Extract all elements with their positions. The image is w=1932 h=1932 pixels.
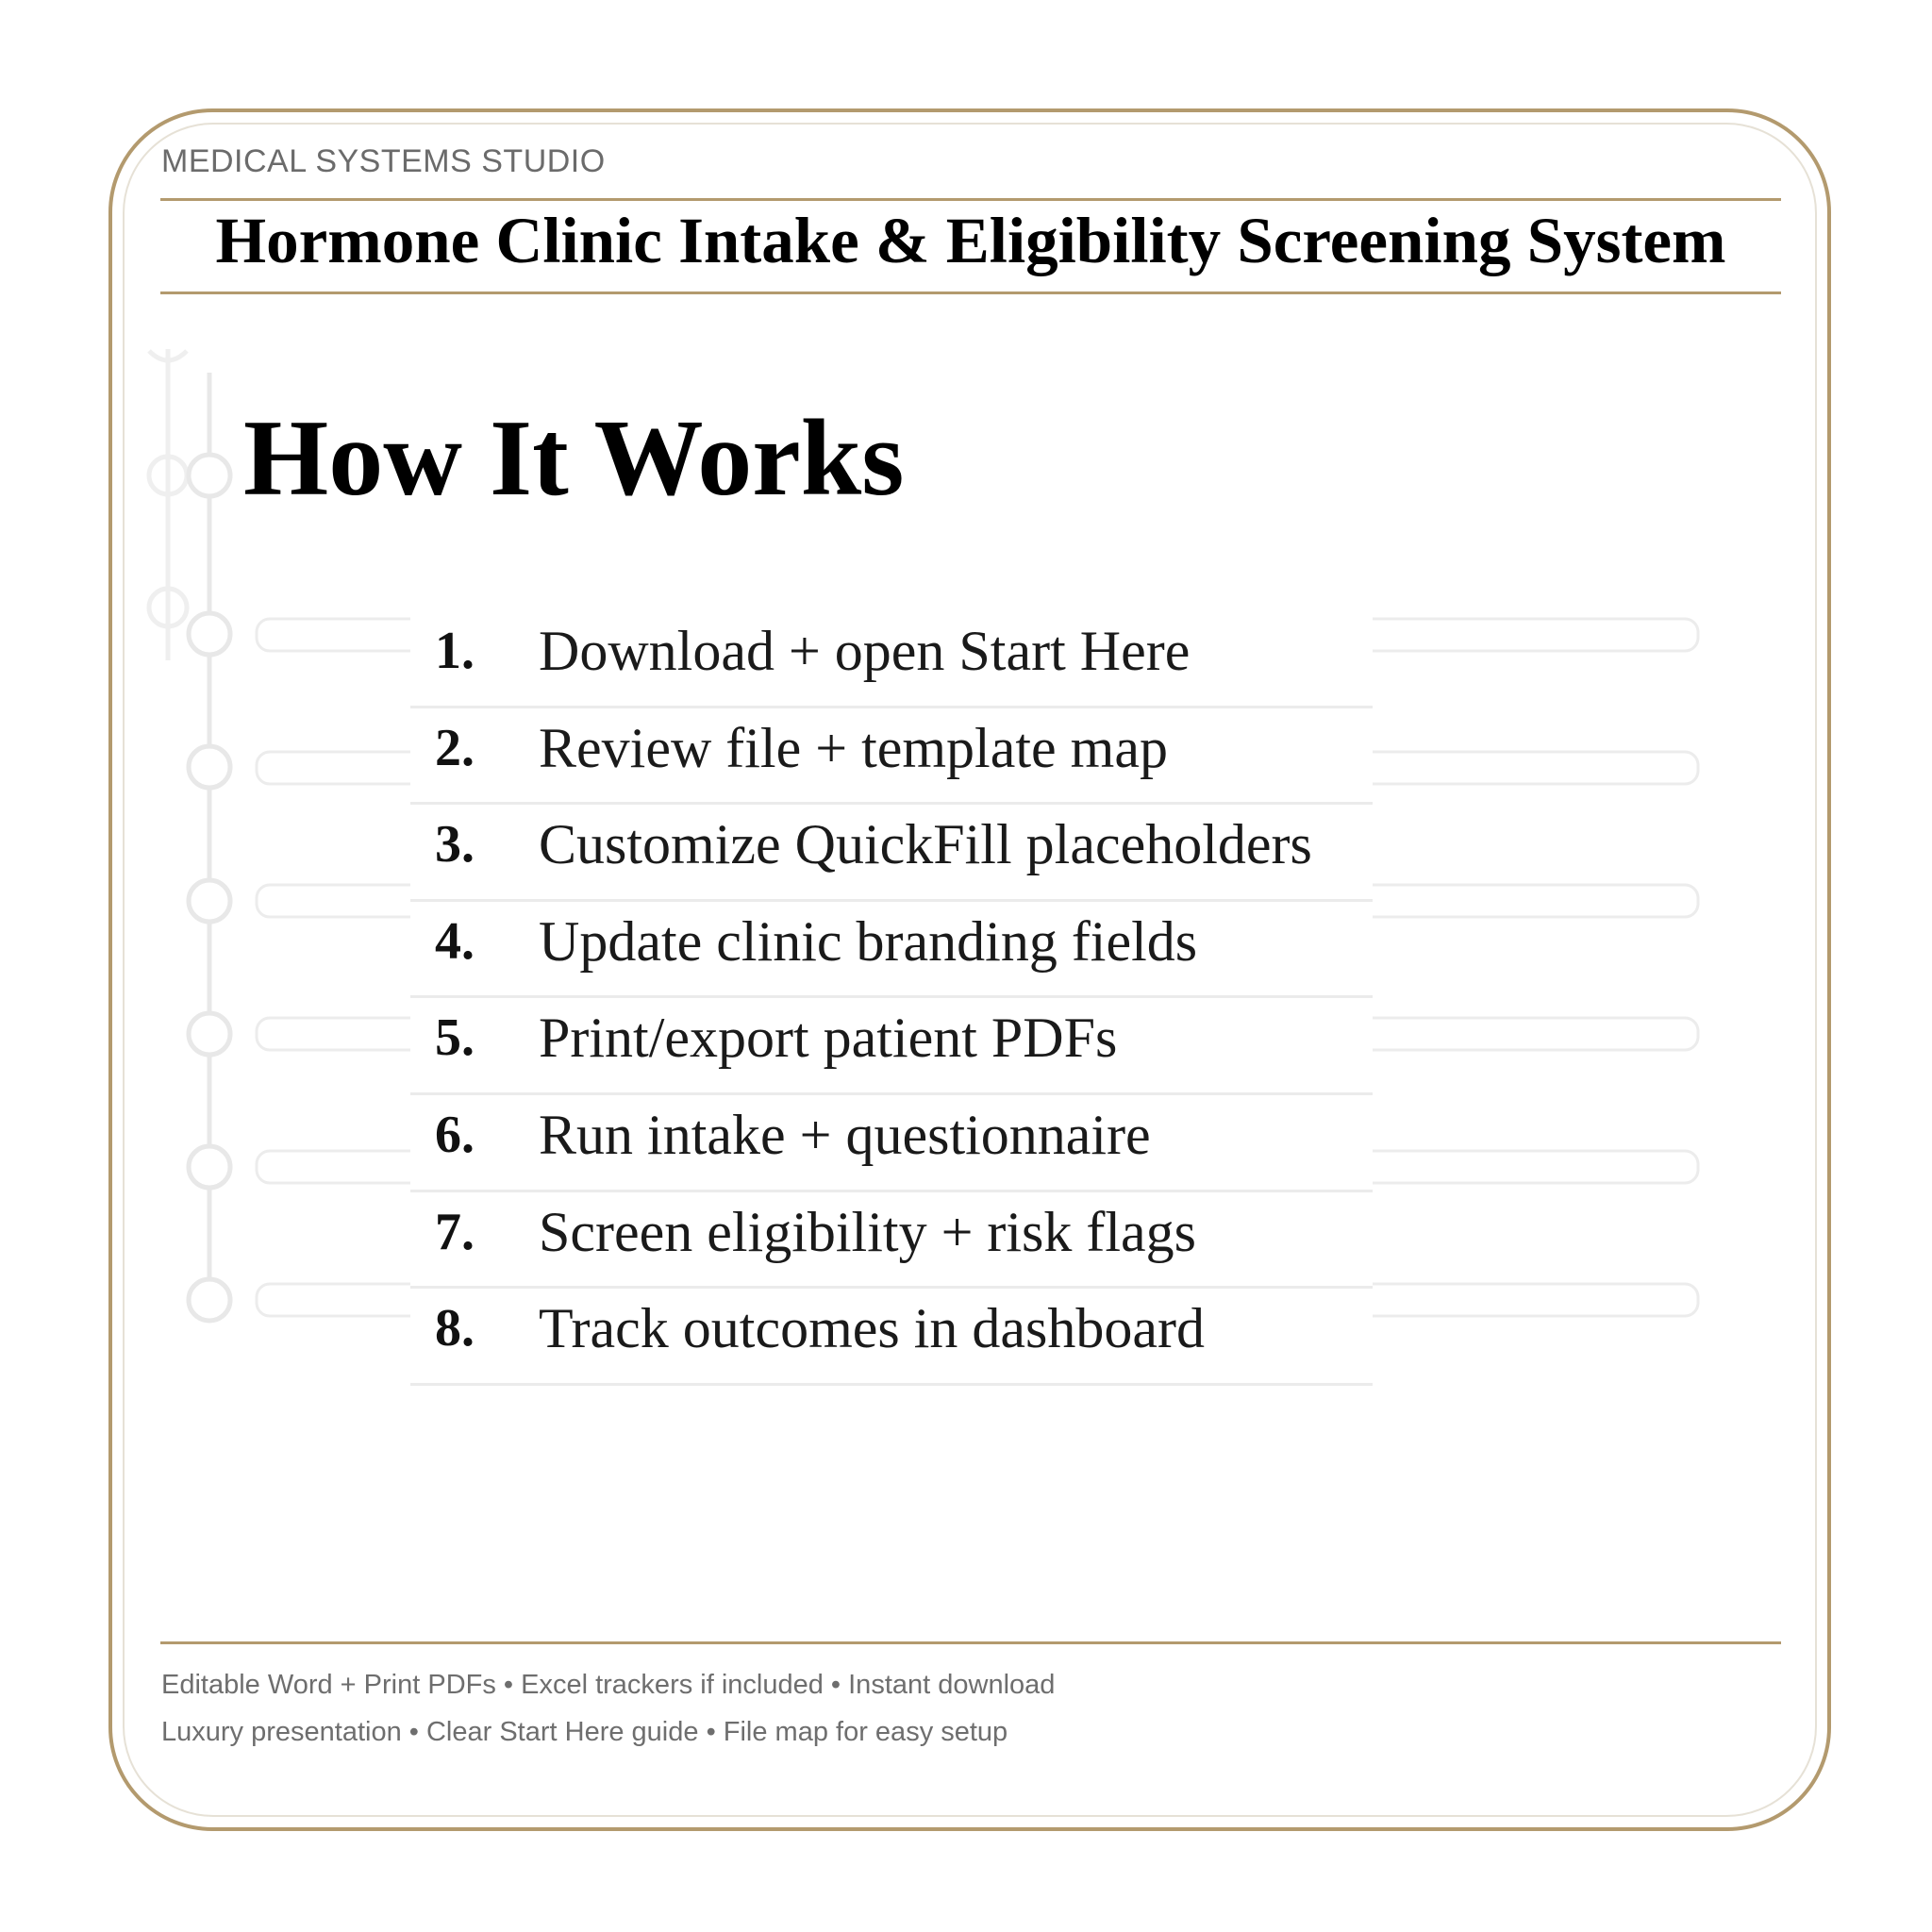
step-item — [410, 611, 1373, 708]
step-item — [410, 998, 1373, 1095]
step-label: Customize QuickFill placeholders — [539, 813, 1312, 876]
step-label: Download + open Start Here — [539, 620, 1191, 682]
steps-list — [410, 611, 1373, 1386]
step-item — [410, 708, 1373, 806]
step-number: 3. — [435, 815, 475, 874]
page-heading: How It Works — [243, 398, 905, 519]
step-number: 4. — [435, 911, 475, 971]
brand-label: MEDICAL SYSTEMS STUDIO — [161, 143, 606, 179]
step-item — [410, 805, 1373, 902]
step-item — [410, 1095, 1373, 1192]
step-number: 1. — [435, 622, 475, 680]
step-label: Update clinic branding fields — [539, 909, 1198, 973]
step-label: Run intake + questionnaire — [539, 1103, 1151, 1166]
footer-rule — [160, 1641, 1781, 1644]
step-label: Review file + template map — [539, 716, 1168, 779]
step-number: 8. — [435, 1299, 475, 1358]
system-title: Hormone Clinic Intake & Eligibility Screening System — [215, 205, 1726, 276]
step-number: 5. — [435, 1008, 475, 1068]
step-item — [410, 1289, 1373, 1386]
step-label: Print/export patient PDFs — [539, 1007, 1118, 1070]
step-number: 7. — [435, 1202, 475, 1261]
step-label: Track outcomes in dashboard — [539, 1297, 1205, 1360]
step-label: Screen eligibility + risk flags — [539, 1200, 1197, 1263]
step-number: 2. — [435, 718, 475, 777]
step-item — [410, 902, 1373, 999]
step-item — [410, 1192, 1373, 1290]
step-number: 6. — [435, 1105, 475, 1164]
footer-benefits-line: Luxury presentation • Clear Start Here guide • File map for easy setup — [161, 1717, 1008, 1747]
footer-features-line: Editable Word + Print PDFs • Excel trackers if included • Instant download — [161, 1670, 1056, 1700]
